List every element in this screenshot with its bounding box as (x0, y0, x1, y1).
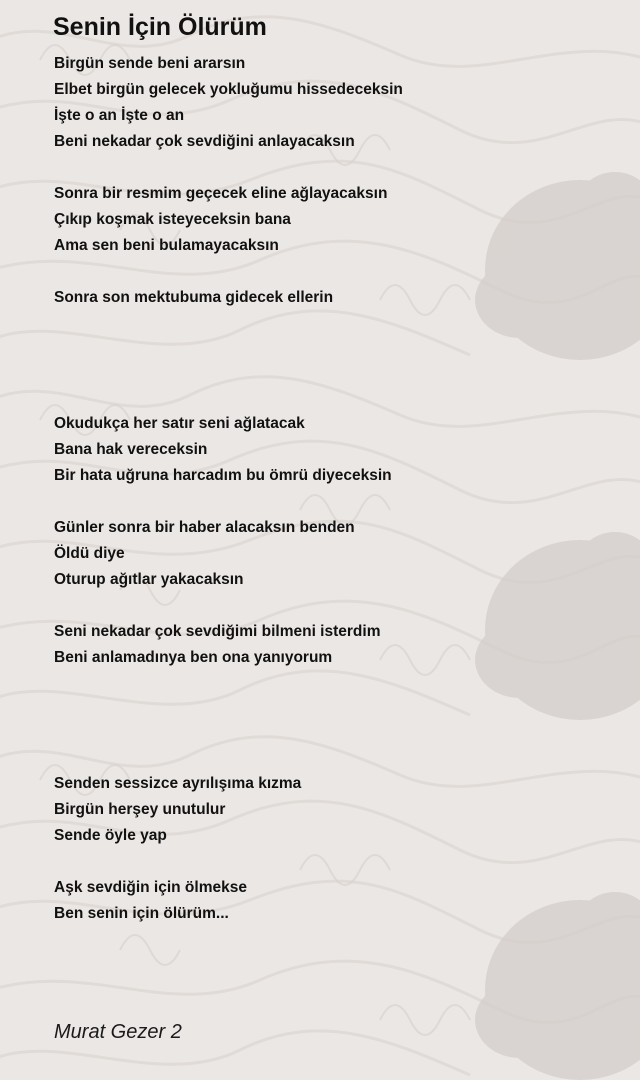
poem-line: Aşk sevdiğin için ölmekse (54, 879, 247, 896)
poem-line: Senden sessizce ayrılışıma kızma (54, 775, 302, 792)
poem-line: Birgün sende beni ararsın (54, 55, 246, 72)
poem-line: Seni nekadar çok sevdiğimi bilmeni isterdim (54, 623, 381, 640)
poem-line: Oturup ağıtlar yakacaksın (54, 571, 244, 588)
poem-line: İşte o an İşte o an (54, 107, 185, 124)
poem-line: Bana hak vereceksin (54, 441, 208, 458)
poem-line: Çıkıp koşmak isteyeceksin bana (54, 211, 291, 228)
poem-line: Ama sen beni bulamayacaksın (54, 237, 279, 254)
poem-line: Bir hata uğruna harcadım bu ömrü diyeceksin (54, 467, 392, 484)
poem-line: Beni anlamadınya ben ona yanıyorum (54, 649, 333, 666)
poem-line: Günler sonra bir haber alacaksın benden (54, 519, 355, 536)
poem-line: Sende öyle yap (54, 827, 167, 844)
poem-line: Elbet birgün gelecek yokluğumu hissedeceksin (54, 81, 403, 98)
poem-line: Öldü diye (54, 545, 125, 562)
poem-line: Sonra son mektubuma gidecek ellerin (54, 289, 334, 306)
poem-line: Beni nekadar çok sevdiğini anlayacaksın (54, 133, 355, 150)
poem-author: Murat Gezer 2 (54, 1021, 182, 1043)
poem-line: Sonra bir resmim geçecek eline ağlayacaksın (54, 185, 388, 202)
poem-line: Okudukça her satır seni ağlatacak (54, 415, 305, 432)
poem-line: Ben senin için ölürüm... (54, 905, 229, 922)
poem-line: Birgün herşey unutulur (54, 801, 226, 818)
poem-title: Senin İçin Ölürüm (53, 13, 267, 41)
